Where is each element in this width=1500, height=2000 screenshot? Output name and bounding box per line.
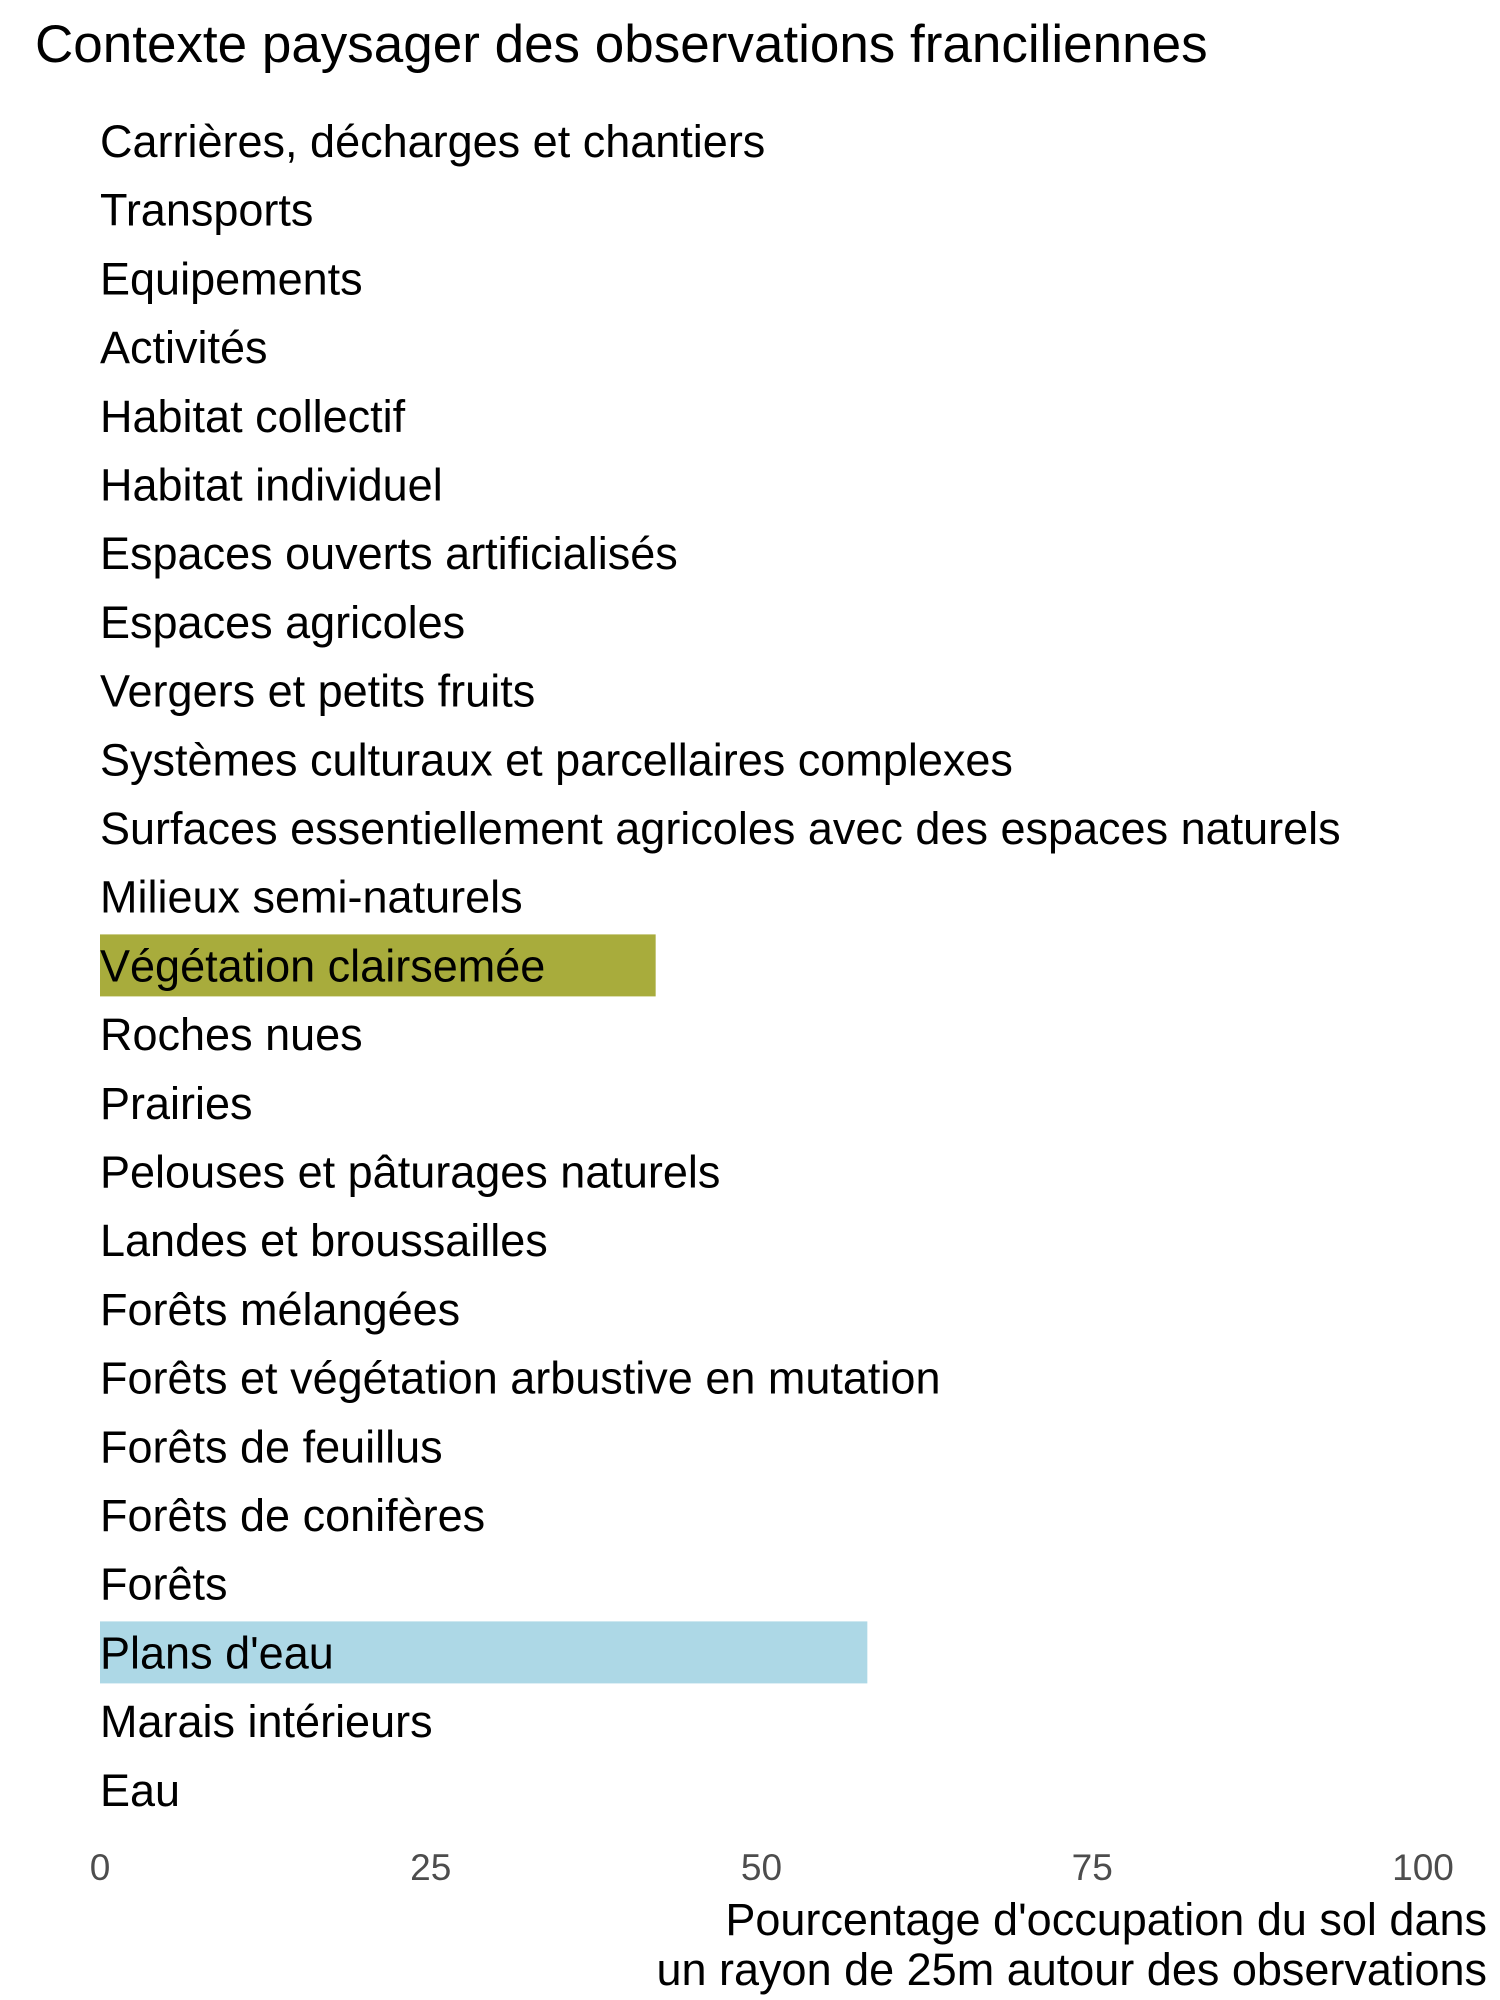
- category-label: Plans d'eau: [100, 1627, 334, 1679]
- x-axis-label-line-2: un rayon de 25m autour des observations: [656, 1944, 1487, 1995]
- category-label: Forêts de feuillus: [100, 1421, 443, 1473]
- category-label: Pelouses et pâturages naturels: [100, 1146, 721, 1198]
- category-label: Prairies: [100, 1077, 253, 1129]
- category-label: Espaces ouverts artificialisés: [100, 528, 678, 580]
- category-label: Carrières, décharges et chantiers: [100, 116, 766, 167]
- category-label: Systèmes culturaux et parcellaires complexes: [100, 734, 1013, 786]
- category-label: Habitat individuel: [100, 459, 443, 511]
- category-label: Habitat collectif: [100, 390, 406, 442]
- category-label: Milieux semi-naturels: [100, 871, 523, 923]
- category-label: Forêts et végétation arbustive en mutation: [100, 1352, 941, 1404]
- category-label: Forêts de conifères: [100, 1490, 486, 1541]
- x-axis-label-line-1: Pourcentage d'occupation du sol dans: [725, 1894, 1487, 1945]
- category-label: Eau: [100, 1764, 181, 1816]
- x-tick-label: 25: [410, 1847, 452, 1888]
- x-axis-ticks: [90, 1847, 1454, 1888]
- x-tick-label: 0: [89, 1847, 111, 1888]
- x-tick-label: 75: [1071, 1847, 1113, 1888]
- category-label: Forêts mélangées: [100, 1283, 461, 1335]
- category-label: Marais intérieurs: [100, 1696, 433, 1748]
- category-label: Landes et broussailles: [100, 1215, 548, 1267]
- category-label: Espaces agricoles: [100, 596, 466, 648]
- category-label: Forêts: [100, 1558, 228, 1610]
- chart-title: Contexte paysager des observations franciliennes: [35, 15, 1208, 74]
- category-label: Surfaces essentiellement agricoles avec des espaces naturels: [100, 803, 1341, 854]
- category-label: Activités: [100, 322, 268, 374]
- category-labels: [100, 116, 1341, 1816]
- x-tick-label: 100: [1392, 1847, 1454, 1888]
- x-tick-label: 50: [740, 1847, 783, 1888]
- category-label: Vergers et petits fruits: [100, 665, 536, 717]
- category-label: Végétation clairsemée: [100, 940, 546, 992]
- category-label: Transports: [100, 184, 314, 236]
- category-label: Roches nues: [100, 1009, 363, 1061]
- category-label: Equipements: [100, 253, 363, 305]
